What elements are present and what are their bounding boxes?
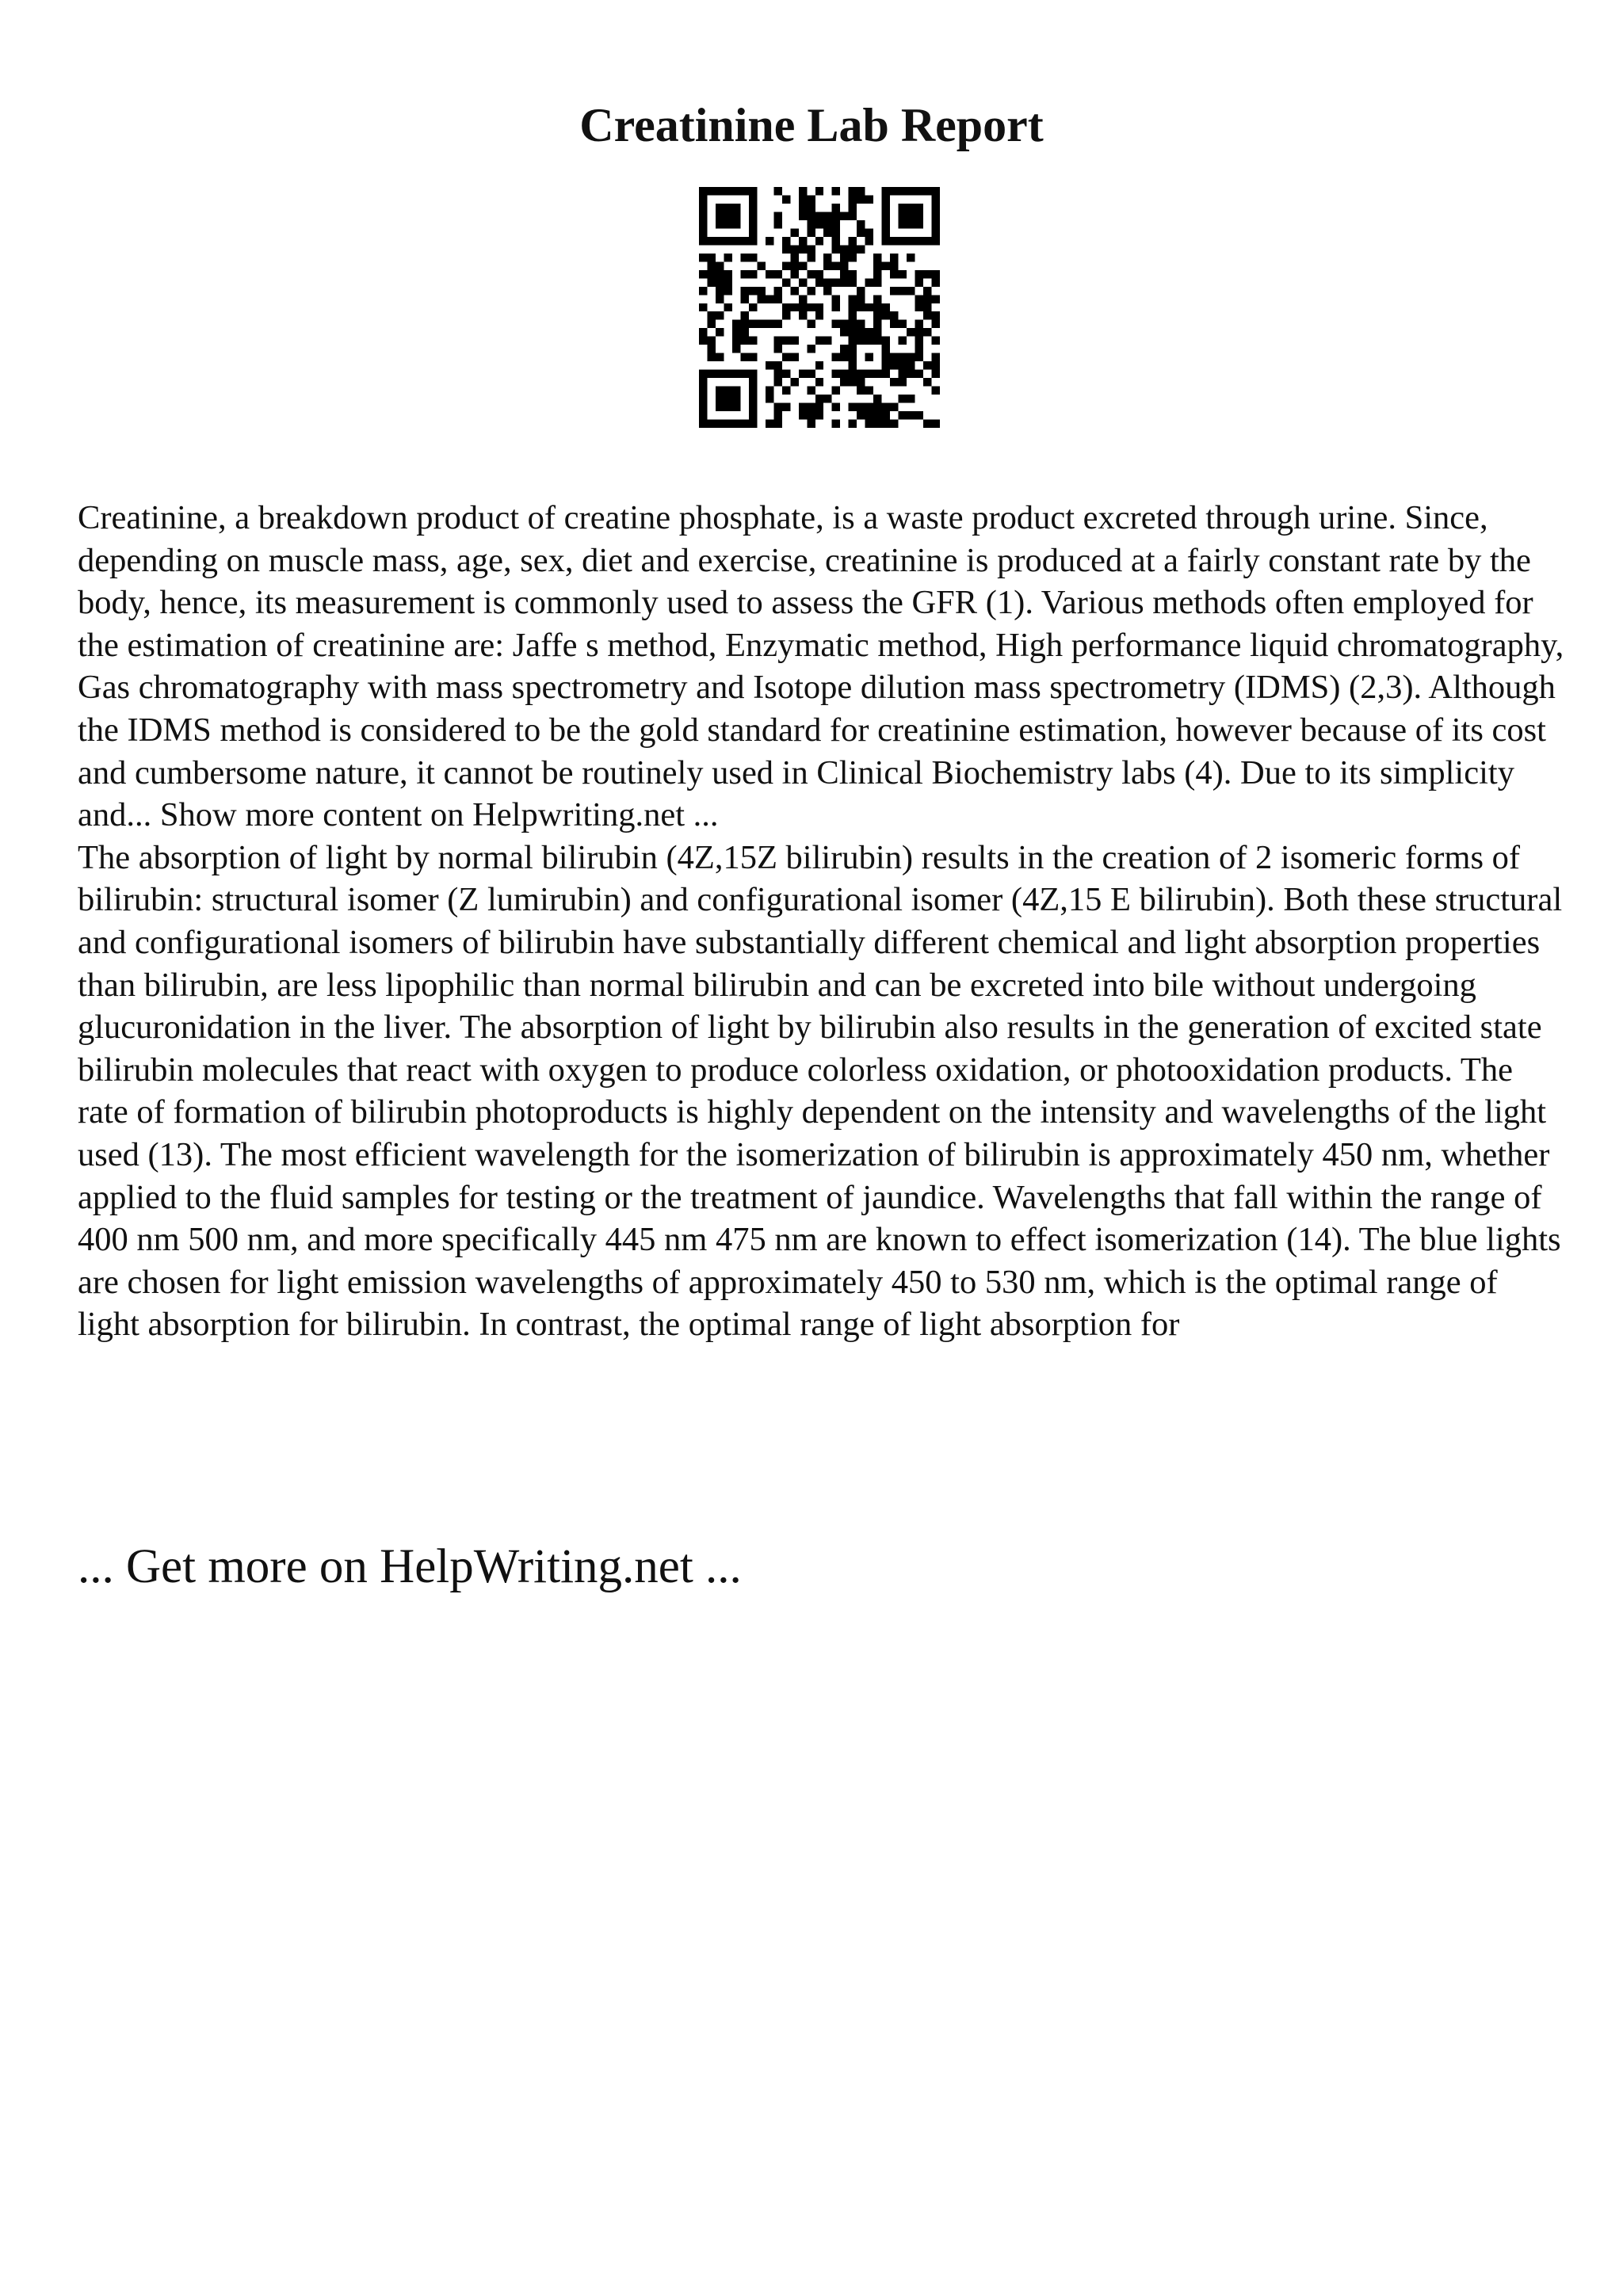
page-title: Creatinine Lab Report: [579, 99, 1044, 151]
qr-code-icon: [699, 187, 940, 428]
paragraph-creatinine: Creatinine, a breakdown product of creatine phosphate, is a waste product excreted through urine. Since, depending on muscle mass, age, sex, diet and exercise, creatinine is produced at a fairly constant rate by the body, hence, its measurement is commonly used to assess the GFR (1). Various methods often employed for the estimation of creatinine are: Jaffe s method, Enzymatic method, High performance liquid chromatography, Gas chromatography with mass spectrometry and Isotope dilution mass spectrometry (IDMS) (2,3). Although the IDMS method is considered to be the gold standard for creatinine estimation, however because of its cost and cumbersome nature, it cannot be routinely used in Clinical Biochemistry labs (4). Due to its simplicity and... Show more content on Helpwriting.net ...: [78, 499, 1564, 834]
get-more-link[interactable]: ... Get more on HelpWriting.net ...: [78, 1540, 742, 1593]
article-body: [78, 497, 1568, 1346]
paragraph-bilirubin: The absorption of light by normal bilirubin (4Z,15Z bilirubin) results in the creation of 2 isomeric forms of bilirubin: structural isomer (Z lumirubin) and configurational isomer (4Z,15 E bilirubin). Both these structural and configurational isomers of bilirubin have substantially different chemical and light absorption properties than bilirubin, are less lipophilic than normal bilirubin and can be excreted into bile without undergoing glucuronidation in the liver. The absorption of light by bilirubin also results in the generation of excited state bilirubin molecules that react with oxygen to produce colorless oxidation, or photooxidation products. The rate of formation of bilirubin photoproducts is highly dependent on the intensity and wavelengths of the light used (13). The most efficient wavelength for the isomerization of bilirubin is approximately 450 nm, whether applied to the fluid samples for testing or the treatment of jaundice. Wavelengths that fall within the range of 400 nm 500 nm, and more specifically 445 nm 475 nm are known to effect isomerization (14). The blue lights are chosen for light emission wavelengths of approximately 450 to 530 nm, which is the optimal range of light absorption for bilirubin. In contrast, the optimal range of light absorption for: [78, 838, 1563, 1344]
qr-code-graphic: [699, 187, 940, 428]
